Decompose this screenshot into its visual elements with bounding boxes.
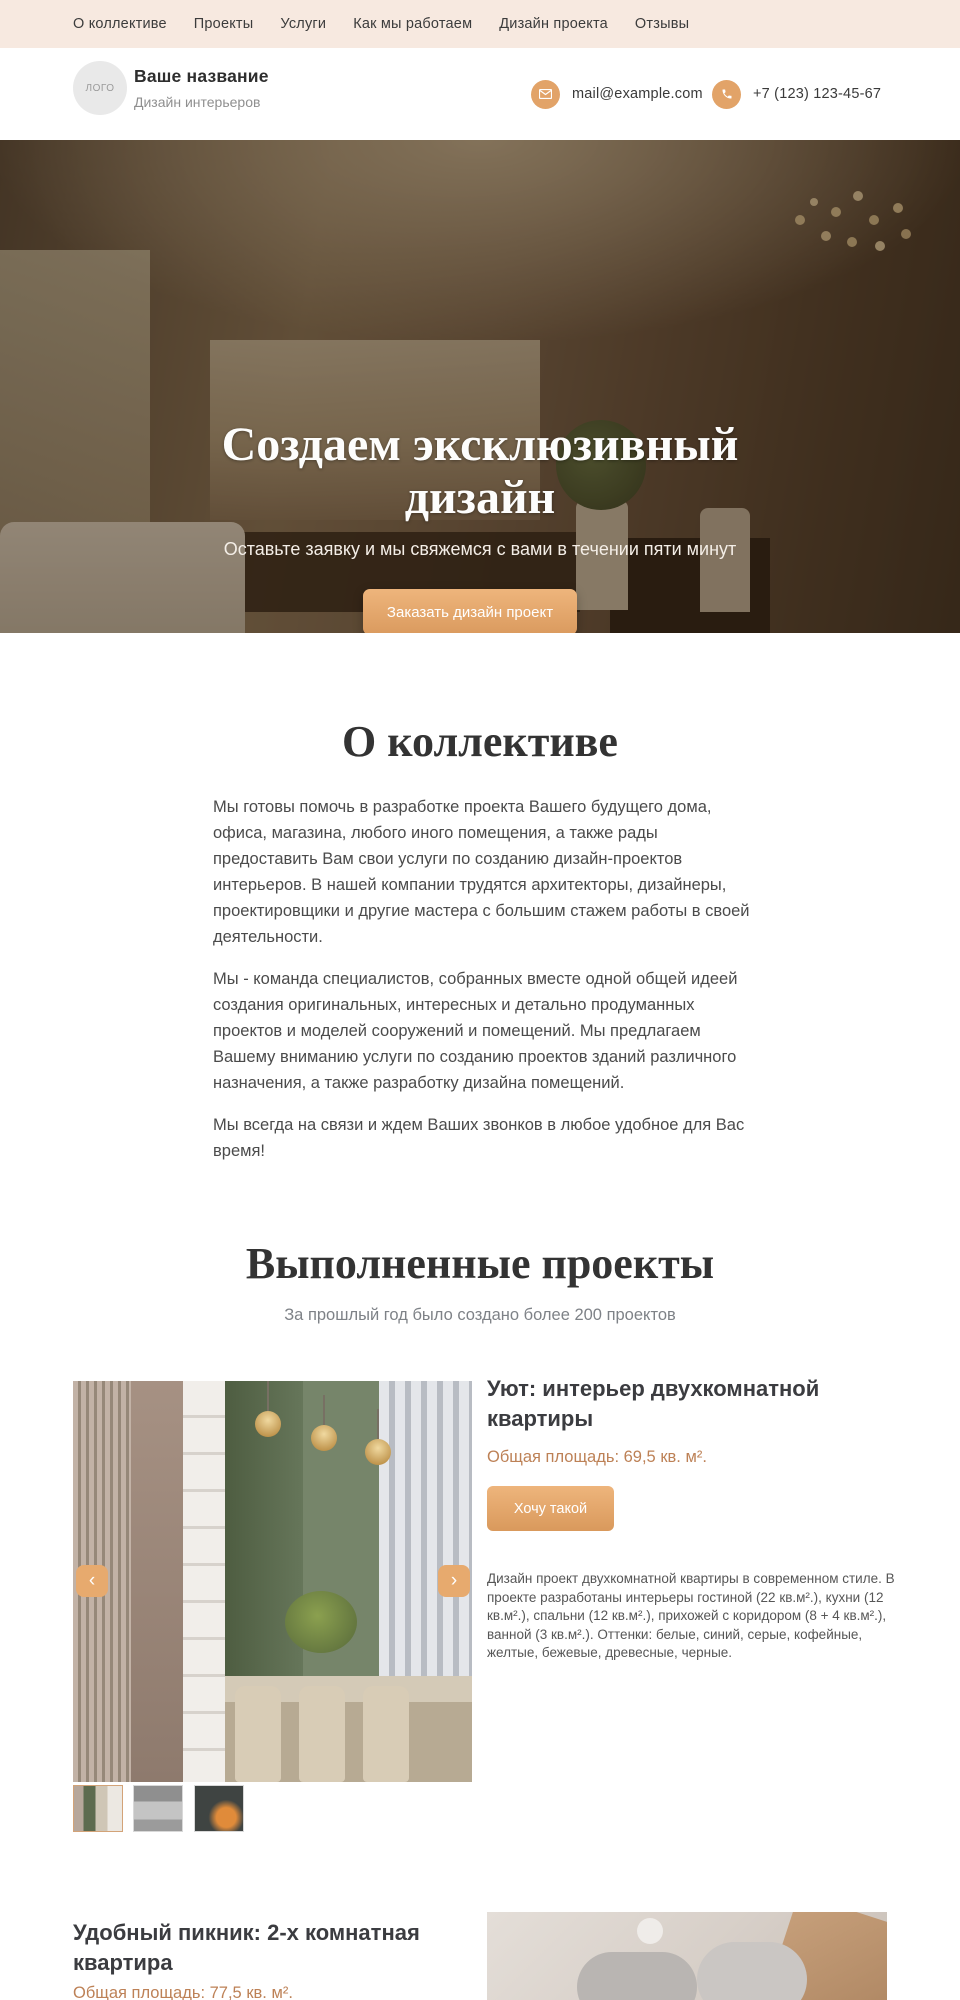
project-description: Дизайн проект двухкомнатной квартиры в современном стиле. В проекте разработаны интерьеры гостиной (22 кв.м².), кухни (12 кв.м².), спальни (12 кв.м².), прихожей с коридором (8 + 4 кв.м².), ванной (3 кв.м².). Оттенки: белые, синий, серые, кофейные, желтые, бежевые, древесные, черные.: [487, 1571, 895, 1660]
carousel-photo-plant: [285, 1591, 357, 1653]
project-image: [487, 1912, 887, 2000]
carousel-thumbnail-2[interactable]: [133, 1785, 183, 1832]
company-tagline: Дизайн интерьеров: [134, 94, 261, 110]
carousel-photo-stool: [235, 1686, 281, 1782]
about-paragraph: Мы всегда на связи и ждем Ваших звонков в любое удобное для Вас время!: [213, 1116, 745, 1160]
site-header: [0, 48, 960, 140]
nav-item-projects[interactable]: Проекты: [193, 16, 254, 32]
about-paragraph: Мы - команда специалистов, собранных вместе одной общей идеей создания оригинальных, интересных и детально продуманных проектов и моделей сооружений и помещений. Мы предлагаем Вашему вниманию услуги по созданию проектов зданий различного назначения, а также разработку дизайна помещений.: [213, 970, 738, 1092]
nav-item-reviews[interactable]: Отзывы: [634, 16, 690, 32]
want-this-button[interactable]: Хочу такой: [487, 1486, 614, 1531]
project-photo-sofa: [697, 1942, 807, 2000]
email-contact[interactable]: [531, 48, 703, 140]
carousel-photo-detail: [131, 1381, 183, 1782]
carousel-photo-stool: [299, 1686, 345, 1782]
carousel-photo-stool: [363, 1686, 409, 1782]
top-nav: [0, 0, 960, 48]
nav-item-design-project[interactable]: Дизайн проекта: [499, 16, 608, 32]
about-text: [213, 794, 761, 1180]
company-block: [134, 66, 269, 110]
project-photo-sofa: [577, 1952, 697, 2000]
phone-contact[interactable]: [712, 48, 881, 140]
phone-text: +7 (123) 123-45-67: [753, 86, 882, 102]
carousel-thumbnail-3[interactable]: [194, 1785, 244, 1832]
hero-section: [0, 140, 960, 633]
logo[interactable]: [73, 61, 127, 115]
nav-item-services[interactable]: Услуги: [280, 16, 327, 32]
project-photo-vase: [637, 1918, 663, 1944]
hero-subtitle: Оставьте заявку и мы свяжемся с вами в течении пяти минут: [223, 539, 737, 559]
carousel-photo-lamp: [311, 1425, 337, 1451]
phone-icon: [712, 80, 741, 109]
project-title: Уют: интерьер двухкомнатной квартиры: [487, 1376, 820, 1431]
project-carousel-image: [73, 1381, 472, 1782]
carousel-photo-detail: [183, 1381, 225, 1782]
order-design-button[interactable]: Заказать дизайн проект: [363, 589, 577, 633]
carousel-photo-lamp: [255, 1411, 281, 1437]
email-text: mail@example.com: [572, 86, 703, 102]
nav-item-how-we-work[interactable]: Как мы работаем: [353, 16, 473, 32]
carousel-photo-lamp: [365, 1439, 391, 1465]
project-title: Удобный пикник: 2-х комнатная квартира: [73, 1920, 420, 1975]
project-area: Общая площадь: 77,5 кв. м².: [73, 1984, 293, 2000]
carousel-prev-button[interactable]: [76, 1565, 108, 1597]
hero-title: Создаем эксклюзивный дизайн: [221, 418, 739, 524]
carousel-next-button[interactable]: [438, 1565, 470, 1597]
logo-text: ЛОГО: [85, 82, 115, 94]
project-area: Общая площадь: 69,5 кв. м².: [487, 1448, 707, 1466]
chevron-right-icon: ›: [450, 1570, 458, 1591]
email-icon: [531, 80, 560, 109]
about-paragraph: Мы готовы помочь в разработке проекта Вашего будущего дома, офиса, магазина, любого иного помещения, а также рады предоставить Вам свои услуги по созданию дизайн-проектов интерьеров. В нашей компании трудятся архитекторы, дизайнеры, проектировщики и другие мастера с большим стажем работы в своей деятельности.: [213, 798, 750, 946]
projects-heading: Выполненные проекты: [245, 1239, 715, 1288]
carousel-thumbnail-1[interactable]: [73, 1785, 123, 1832]
about-heading: О коллективе: [342, 717, 618, 766]
projects-subheading: За прошлый год было создано более 200 проектов: [284, 1306, 676, 1324]
company-name: Ваше название: [134, 66, 269, 86]
chevron-left-icon: ‹: [88, 1570, 96, 1591]
nav-item-about[interactable]: О коллективе: [73, 16, 167, 32]
